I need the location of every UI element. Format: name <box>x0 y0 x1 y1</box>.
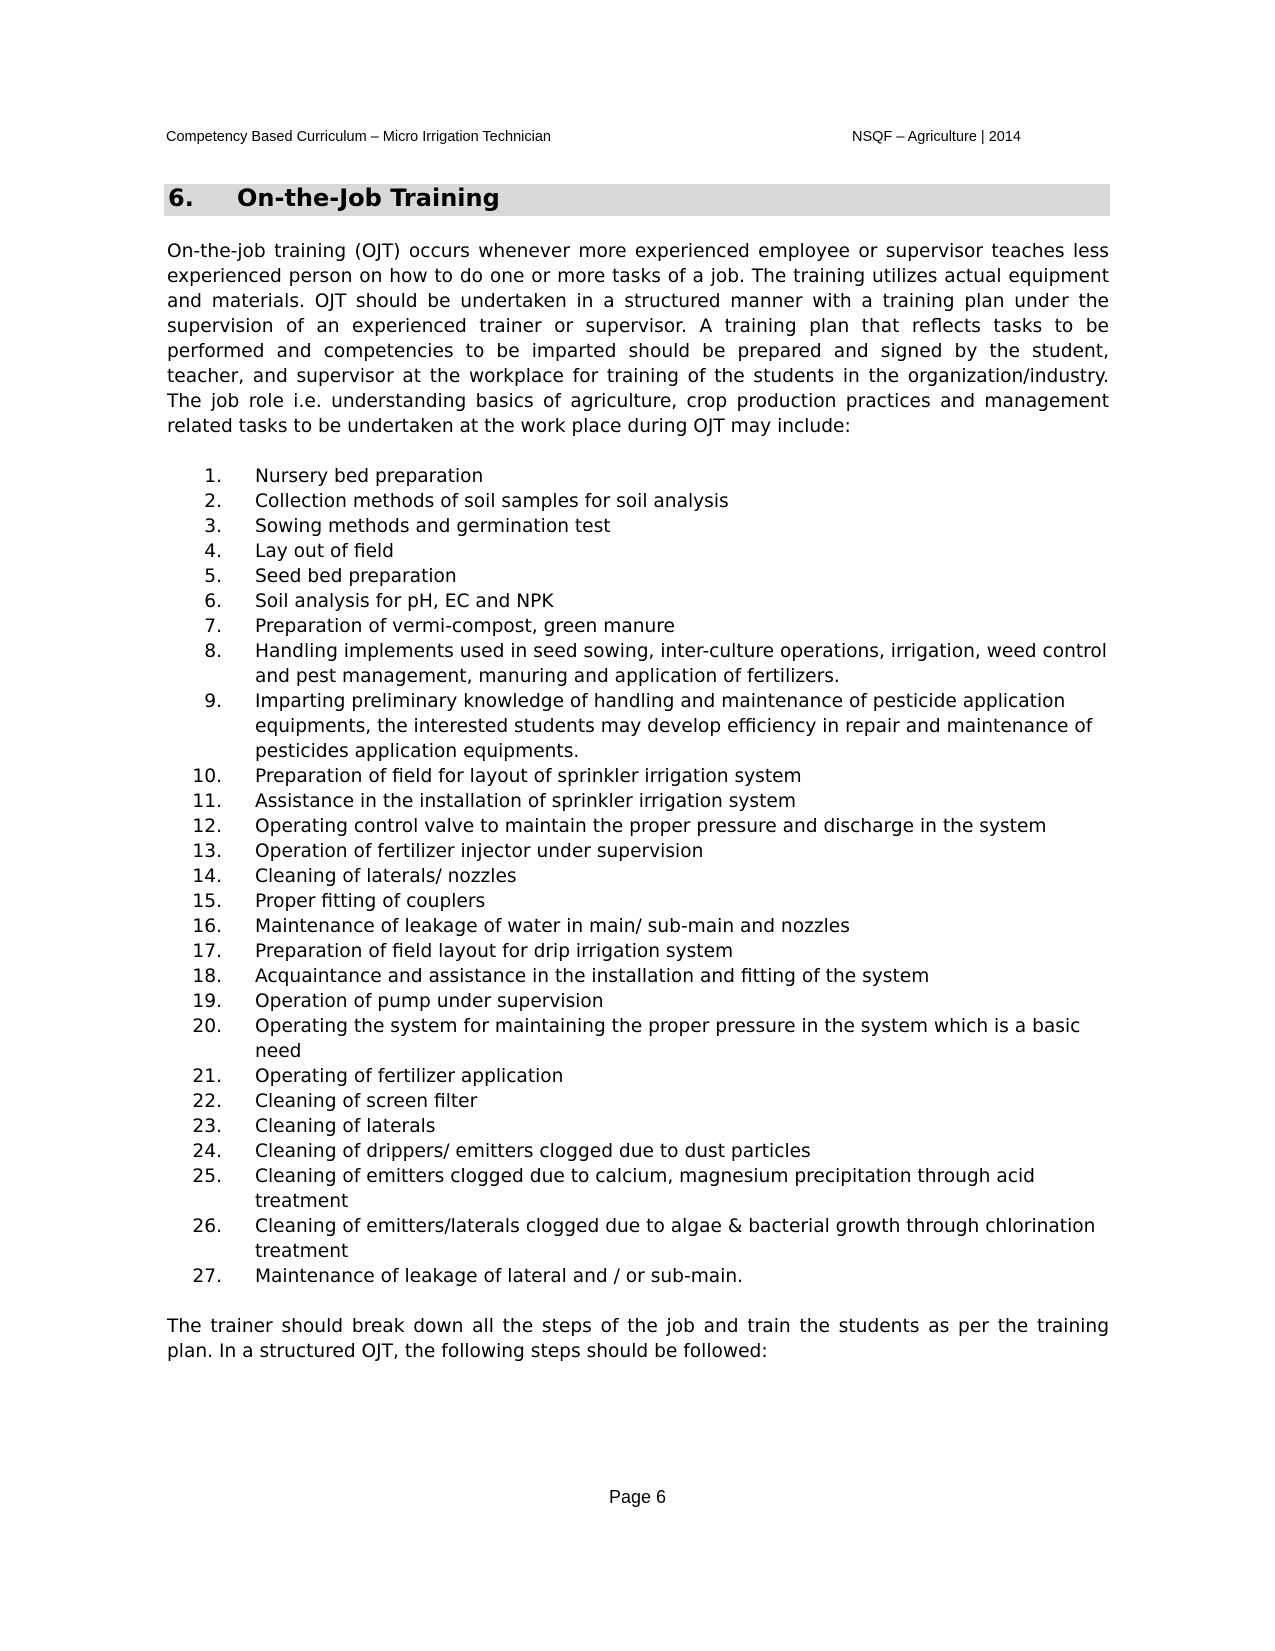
list-item <box>167 1139 1109 1164</box>
list-item <box>167 464 1109 489</box>
list-item <box>167 1089 1109 1114</box>
list-item-number: 11. <box>192 791 222 812</box>
list-item-text: Acquaintance and assistance in the installation and fitting of the system <box>255 966 930 987</box>
list-item-text: Preparation of vermi-compost, green manure <box>255 616 675 637</box>
task-list <box>167 464 1109 1289</box>
list-item-number: 23. <box>192 1116 222 1137</box>
list-item-number: 10. <box>192 766 222 787</box>
list-item-text: Collection methods of soil samples for soil analysis <box>255 491 729 512</box>
list-item-number: 5. <box>204 566 222 587</box>
list-item-text: Cleaning of screen filter <box>255 1091 478 1112</box>
list-item-text: Soil analysis for pH, EC and NPK <box>255 591 554 612</box>
list-item-text: Cleaning of emitters clogged due to calcium, magnesium precipitation through acid treatment <box>255 1166 1035 1212</box>
section-number: 6. <box>168 184 194 212</box>
list-item-number: 3. <box>204 516 222 537</box>
list-item-text: Operating the system for maintaining the proper pressure in the system which is a basic need <box>255 1016 1081 1062</box>
list-item <box>167 889 1109 914</box>
list-item-text: Sowing methods and germination test <box>255 516 611 537</box>
list-item <box>167 764 1109 789</box>
list-item-text: Operating control valve to maintain the proper pressure and discharge in the system <box>255 816 1047 837</box>
list-item <box>167 989 1109 1014</box>
list-item-text: Nursery bed preparation <box>255 466 484 487</box>
list-item <box>167 864 1109 889</box>
list-item <box>167 839 1109 864</box>
page-number: Page 6 <box>608 1487 667 1507</box>
list-item-number: 24. <box>192 1141 222 1162</box>
list-item <box>167 1014 1109 1064</box>
list-item-number: 20. <box>192 1016 222 1037</box>
list-item-text: Assistance in the installation of sprinkler irrigation system <box>255 791 796 812</box>
list-item-number: 21. <box>192 1066 222 1087</box>
list-item <box>167 1214 1109 1264</box>
list-item <box>167 1164 1109 1214</box>
list-item-number: 7. <box>204 616 222 637</box>
list-item-text: Operating of fertilizer application <box>255 1066 564 1087</box>
list-item <box>167 639 1109 689</box>
list-item <box>167 789 1109 814</box>
list-item-number: 15. <box>192 891 222 912</box>
list-item-text: Maintenance of leakage of water in main/ sub-main and nozzles <box>255 916 850 937</box>
intro-paragraph: On-the-job training (OJT) occurs whenever more experienced employee or supervisor teaches less experienced person on how to do one or more tasks of a job. The training utilizes actual equipment and materials. OJT should be undertaken in a structured manner with a training plan under the supervision of an experienced trainer or supervisor. A training plan that reflects tasks to be performed and competencies to be imparted should be prepared and signed by the student, teacher, and supervisor at the workplace for training of the students in the organization/industry. The job role i.e. understanding basics of agriculture, crop production practices and management related tasks to be undertaken at the work place during OJT may include: <box>167 241 1109 437</box>
list-item-text: Preparation of field layout for drip irrigation system <box>255 941 734 962</box>
list-item-number: 19. <box>192 991 222 1012</box>
list-item <box>167 914 1109 939</box>
list-item-text: Cleaning of emitters/laterals clogged due to algae & bacterial growth through chlorination treatment <box>255 1216 1096 1262</box>
list-item <box>167 814 1109 839</box>
closing-paragraph: The trainer should break down all the steps of the job and train the students as per the training plan. In a structured OJT, the following steps should be followed: <box>167 1316 1109 1362</box>
list-item-number: 18. <box>192 966 222 987</box>
list-item-number: 12. <box>192 816 222 837</box>
list-item-text: Lay out of field <box>255 541 394 562</box>
running-header-meta: NSQF – Agriculture | 2014 <box>852 129 1021 145</box>
list-item-text: Cleaning of laterals <box>255 1116 436 1137</box>
list-item <box>167 1064 1109 1089</box>
list-item <box>167 539 1109 564</box>
list-item-text: Maintenance of leakage of lateral and / or sub-main. <box>255 1266 744 1287</box>
list-item-number: 16. <box>192 916 222 937</box>
list-item-number: 13. <box>192 841 222 862</box>
list-item-number: 14. <box>192 866 222 887</box>
list-item-text: Proper fitting of couplers <box>255 891 486 912</box>
list-item-number: 8. <box>204 641 222 662</box>
list-item-text: Imparting preliminary knowledge of handling and maintenance of pesticide application equipments, the interested students may develop efficiency in repair and maintenance of pesticides application equipments. <box>255 691 1093 762</box>
list-item <box>167 964 1109 989</box>
list-item-number: 22. <box>192 1091 222 1112</box>
list-item <box>167 689 1109 764</box>
list-item-number: 26. <box>192 1216 222 1237</box>
list-item-text: Operation of pump under supervision <box>255 991 604 1012</box>
list-item-text: Cleaning of drippers/ emitters clogged due to dust particles <box>255 1141 811 1162</box>
list-item <box>167 1114 1109 1139</box>
list-item-text: Preparation of field for layout of sprinkler irrigation system <box>255 766 802 787</box>
list-item-text: Seed bed preparation <box>255 566 457 587</box>
section-title: On-the-Job Training <box>237 184 500 212</box>
list-item-number: 9. <box>204 691 222 712</box>
list-item <box>167 1264 1109 1289</box>
list-item-text: Cleaning of laterals/ nozzles <box>255 866 517 887</box>
list-item <box>167 514 1109 539</box>
list-item <box>167 614 1109 639</box>
list-item <box>167 489 1109 514</box>
list-item-number: 17. <box>192 941 222 962</box>
list-item-text: Handling implements used in seed sowing, inter-culture operations, irrigation, weed control and pest management, manuring and application of fertilizers. <box>255 641 1107 687</box>
list-item-number: 2. <box>204 491 222 512</box>
list-item <box>167 939 1109 964</box>
list-item <box>167 564 1109 589</box>
list-item-number: 4. <box>204 541 222 562</box>
running-header-title: Competency Based Curriculum – Micro Irrigation Technician <box>166 129 551 145</box>
list-item-number: 6. <box>204 591 222 612</box>
list-item <box>167 589 1109 614</box>
list-item-number: 27. <box>192 1266 222 1287</box>
list-item-number: 25. <box>192 1166 222 1187</box>
list-item-number: 1. <box>204 466 222 487</box>
list-item-text: Operation of fertilizer injector under supervision <box>255 841 704 862</box>
